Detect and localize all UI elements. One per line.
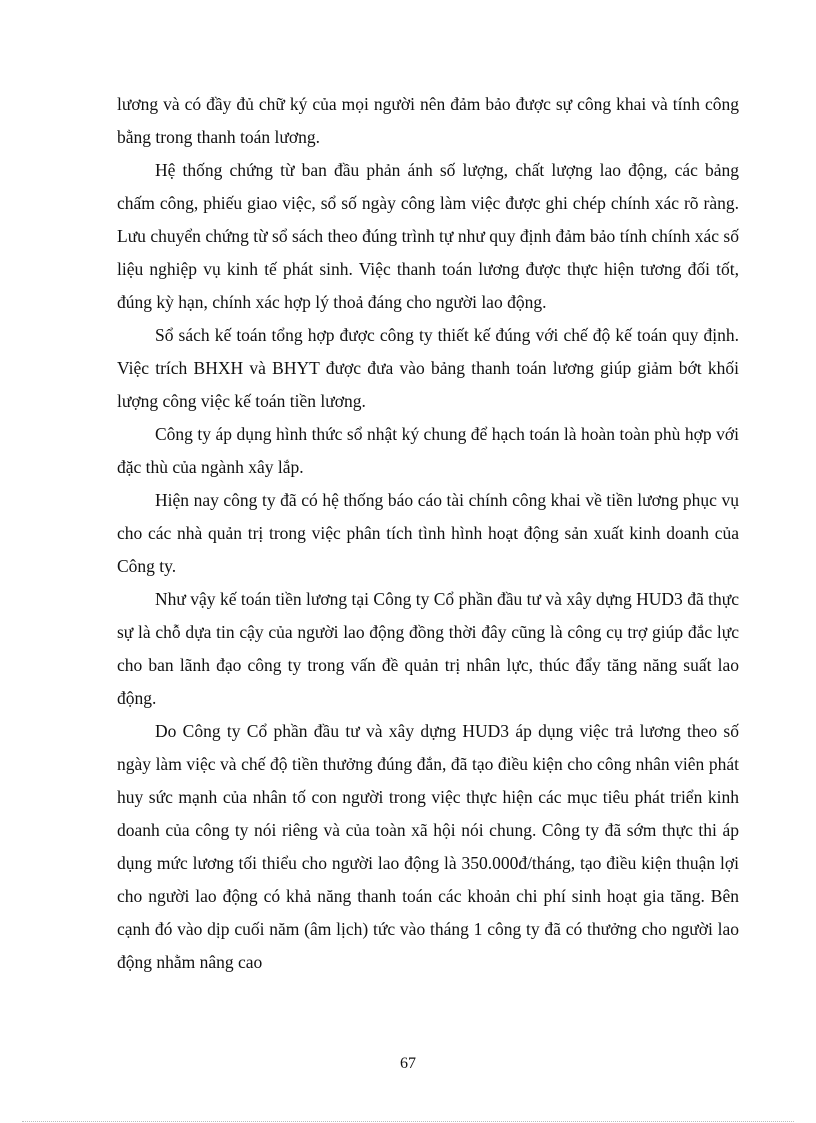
body-text [117, 88, 739, 979]
paragraph-2: Hệ thống chứng từ ban đầu phản ánh số lượng, chất lượng lao động, các bảng chấm công, phiếu giao việc, sổ số ngày công làm việc được ghi chép chính xác rõ ràng. Lưu chuyển chứng từ sổ sách theo đúng trình tự như quy định đảm bảo tính chính xác số liệu nghiệp vụ kinh tế phát sinh. Việc thanh toán lương được thực hiện tương đối tốt, đúng kỳ hạn, chính xác hợp lý thoả đáng cho người lao động. [117, 160, 739, 312]
paragraph-6: Như vậy kế toán tiền lương tại Công ty Cổ phần đầu tư và xây dựng HUD3 đã thực sự là chỗ dựa tin cậy của người lao động đồng thời đây cũng là công cụ trợ giúp đắc lực cho ban lãnh đạo công ty trong vấn đề quản trị nhân lực, thúc đẩy tăng năng suất lao động. [117, 589, 739, 708]
paragraph-7: Do Công ty Cổ phần đầu tư và xây dựng HUD3 áp dụng việc trả lương theo số ngày làm việc và chế độ tiền thưởng đúng đắn, đã tạo điều kiện cho công nhân viên phát huy sức mạnh của nhân tố con người trong việc thực hiện các mục tiêu phát triển kinh doanh của công ty nói riêng và của toàn xã hội nói chung. Công ty đã sớm thực thi áp dụng mức lương tối thiểu cho người lao động là 350.000đ/tháng, tạo điều kiện thuận lợi cho người lao động có khả năng thanh toán các khoản chi phí sinh hoạt gia tăng. Bên cạnh đó vào dịp cuối năm (âm lịch) tức vào tháng 1 công ty đã có thưởng cho người lao động nhằm nâng cao [117, 721, 739, 972]
page-number: 67 [400, 1055, 416, 1072]
paragraph-4: Công ty áp dụng hình thức sổ nhật ký chung để hạch toán là hoàn toàn phù hợp với đặc thù của ngành xây lắp. [117, 424, 739, 477]
paragraph-5: Hiện nay công ty đã có hệ thống báo cáo tài chính công khai về tiền lương phục vụ cho các nhà quản trị trong việc phân tích tình hình hoạt động sản xuất kinh doanh của Công ty. [117, 490, 739, 576]
paragraph-1: lương và có đầy đủ chữ ký của mọi người nên đảm bảo được sự công khai và tính công bằng trong thanh toán lương. [117, 94, 739, 147]
paragraph-3: Sổ sách kế toán tổng hợp được công ty thiết kế đúng với chế độ kế toán quy định. Việc trích BHXH và BHYT được đưa vào bảng thanh toán lương giúp giảm bớt khối lượng công việc kế toán tiền lương. [117, 325, 739, 411]
page-bottom-divider [22, 1121, 794, 1122]
